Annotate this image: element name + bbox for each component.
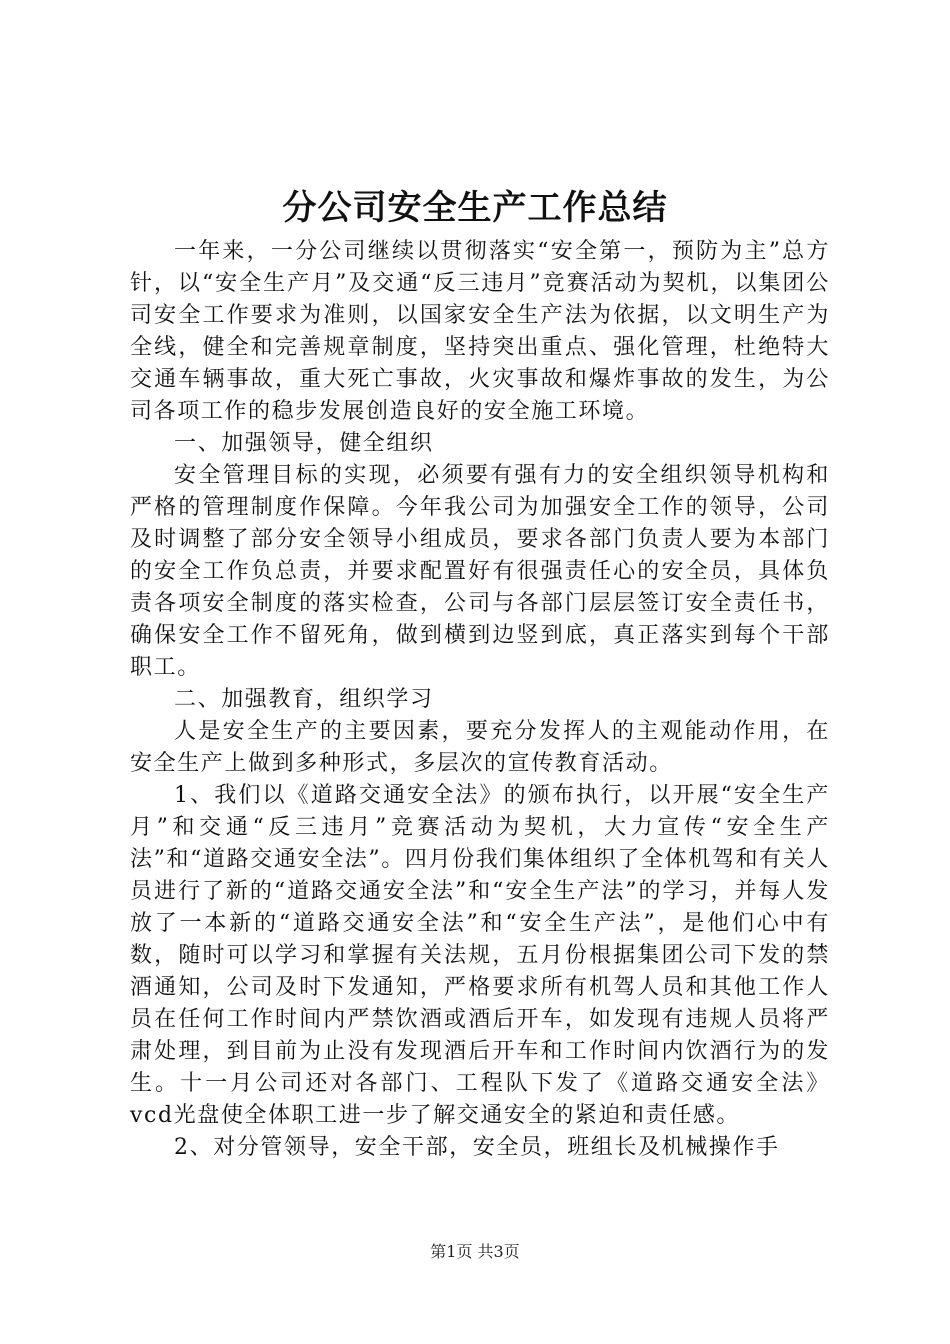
section-1-paragraph: 安全管理目标的实现，必须要有强有力的安全组织领导机构和严格的管理制度作保障。今年我公司为加强安全工作的领导，公司及时调整了部分安全领导小组成员，要求各部门负责人要为本部门的安全工作负总责，并要求配置好有很强责任心的安全员，具体负责各项安全制度的落实检查，公司与各部门层层签订安全责任书，确保安全工作不留死角，做到横到边竖到底，真正落实到每个干部职工。 [130,463,830,680]
document-body [130,236,830,1164]
section-heading-1: 一、加强领导，健全组织 [174,431,434,456]
document-title: 分公司安全生产工作总结 [282,188,668,228]
intro-paragraph: 一年来，一分公司继续以贯彻落实“安全第一，预防为主”总方针，以“安全生产月”及交通“反三违月”竞赛活动为契机，以集团公司安全工作要求为准则，以国家安全生产法为依据，以文明生产为全线，健全和完善规章制度，坚持突出重点、强化管理，杜绝特大交通车辆事故，重大死亡事故，火灾事故和爆炸事故的发生，为公司各项工作的稳步发展创造良好的安全施工环境。 [130,239,830,424]
section-2-paragraph: 人是安全生产的主要因素，要充分发挥人的主观能动作用，在安全生产上做到多种形式，多层次的宣传教育活动。 [130,719,830,776]
section-2-item-1: 1、我们以《道路交通安全法》的颁布执行，以开展“安全生产月”和交通“反三违月”竞赛活动为契机，大力宣传“安全生产法”和“道路交通安全法”。四月份我们集体组织了全体机驾和有关人员进行了新的“道路交通安全法”和“安全生产法”的学习，并每人发放了一本新的“道路交通安全法”和“安全生产法”，是他们心中有数，随时可以学习和掌握有关法规，五月份根据集团公司下发的禁酒通知，公司及时下发通知，严格要求所有机驾人员和其他工作人员在任何工作时间内严禁饮酒或酒后开车，如发现有违规人员将严肃处理，到目前为止没有发现酒后开车和工作时间内饮酒行为的发生。十一月公司还对各部门、工程队下发了《道路交通安全法》vcd光盘使全体职工进一步了解交通安全的紧迫和责任感。 [130,783,830,1128]
section-2-item-2: 2、对分管领导，安全干部，安全员，班组长及机械操作手 [174,1135,780,1160]
page-footer: 第1页 共3页 [430,1242,520,1261]
section-heading-2: 二、加强教育，组织学习 [174,687,434,712]
